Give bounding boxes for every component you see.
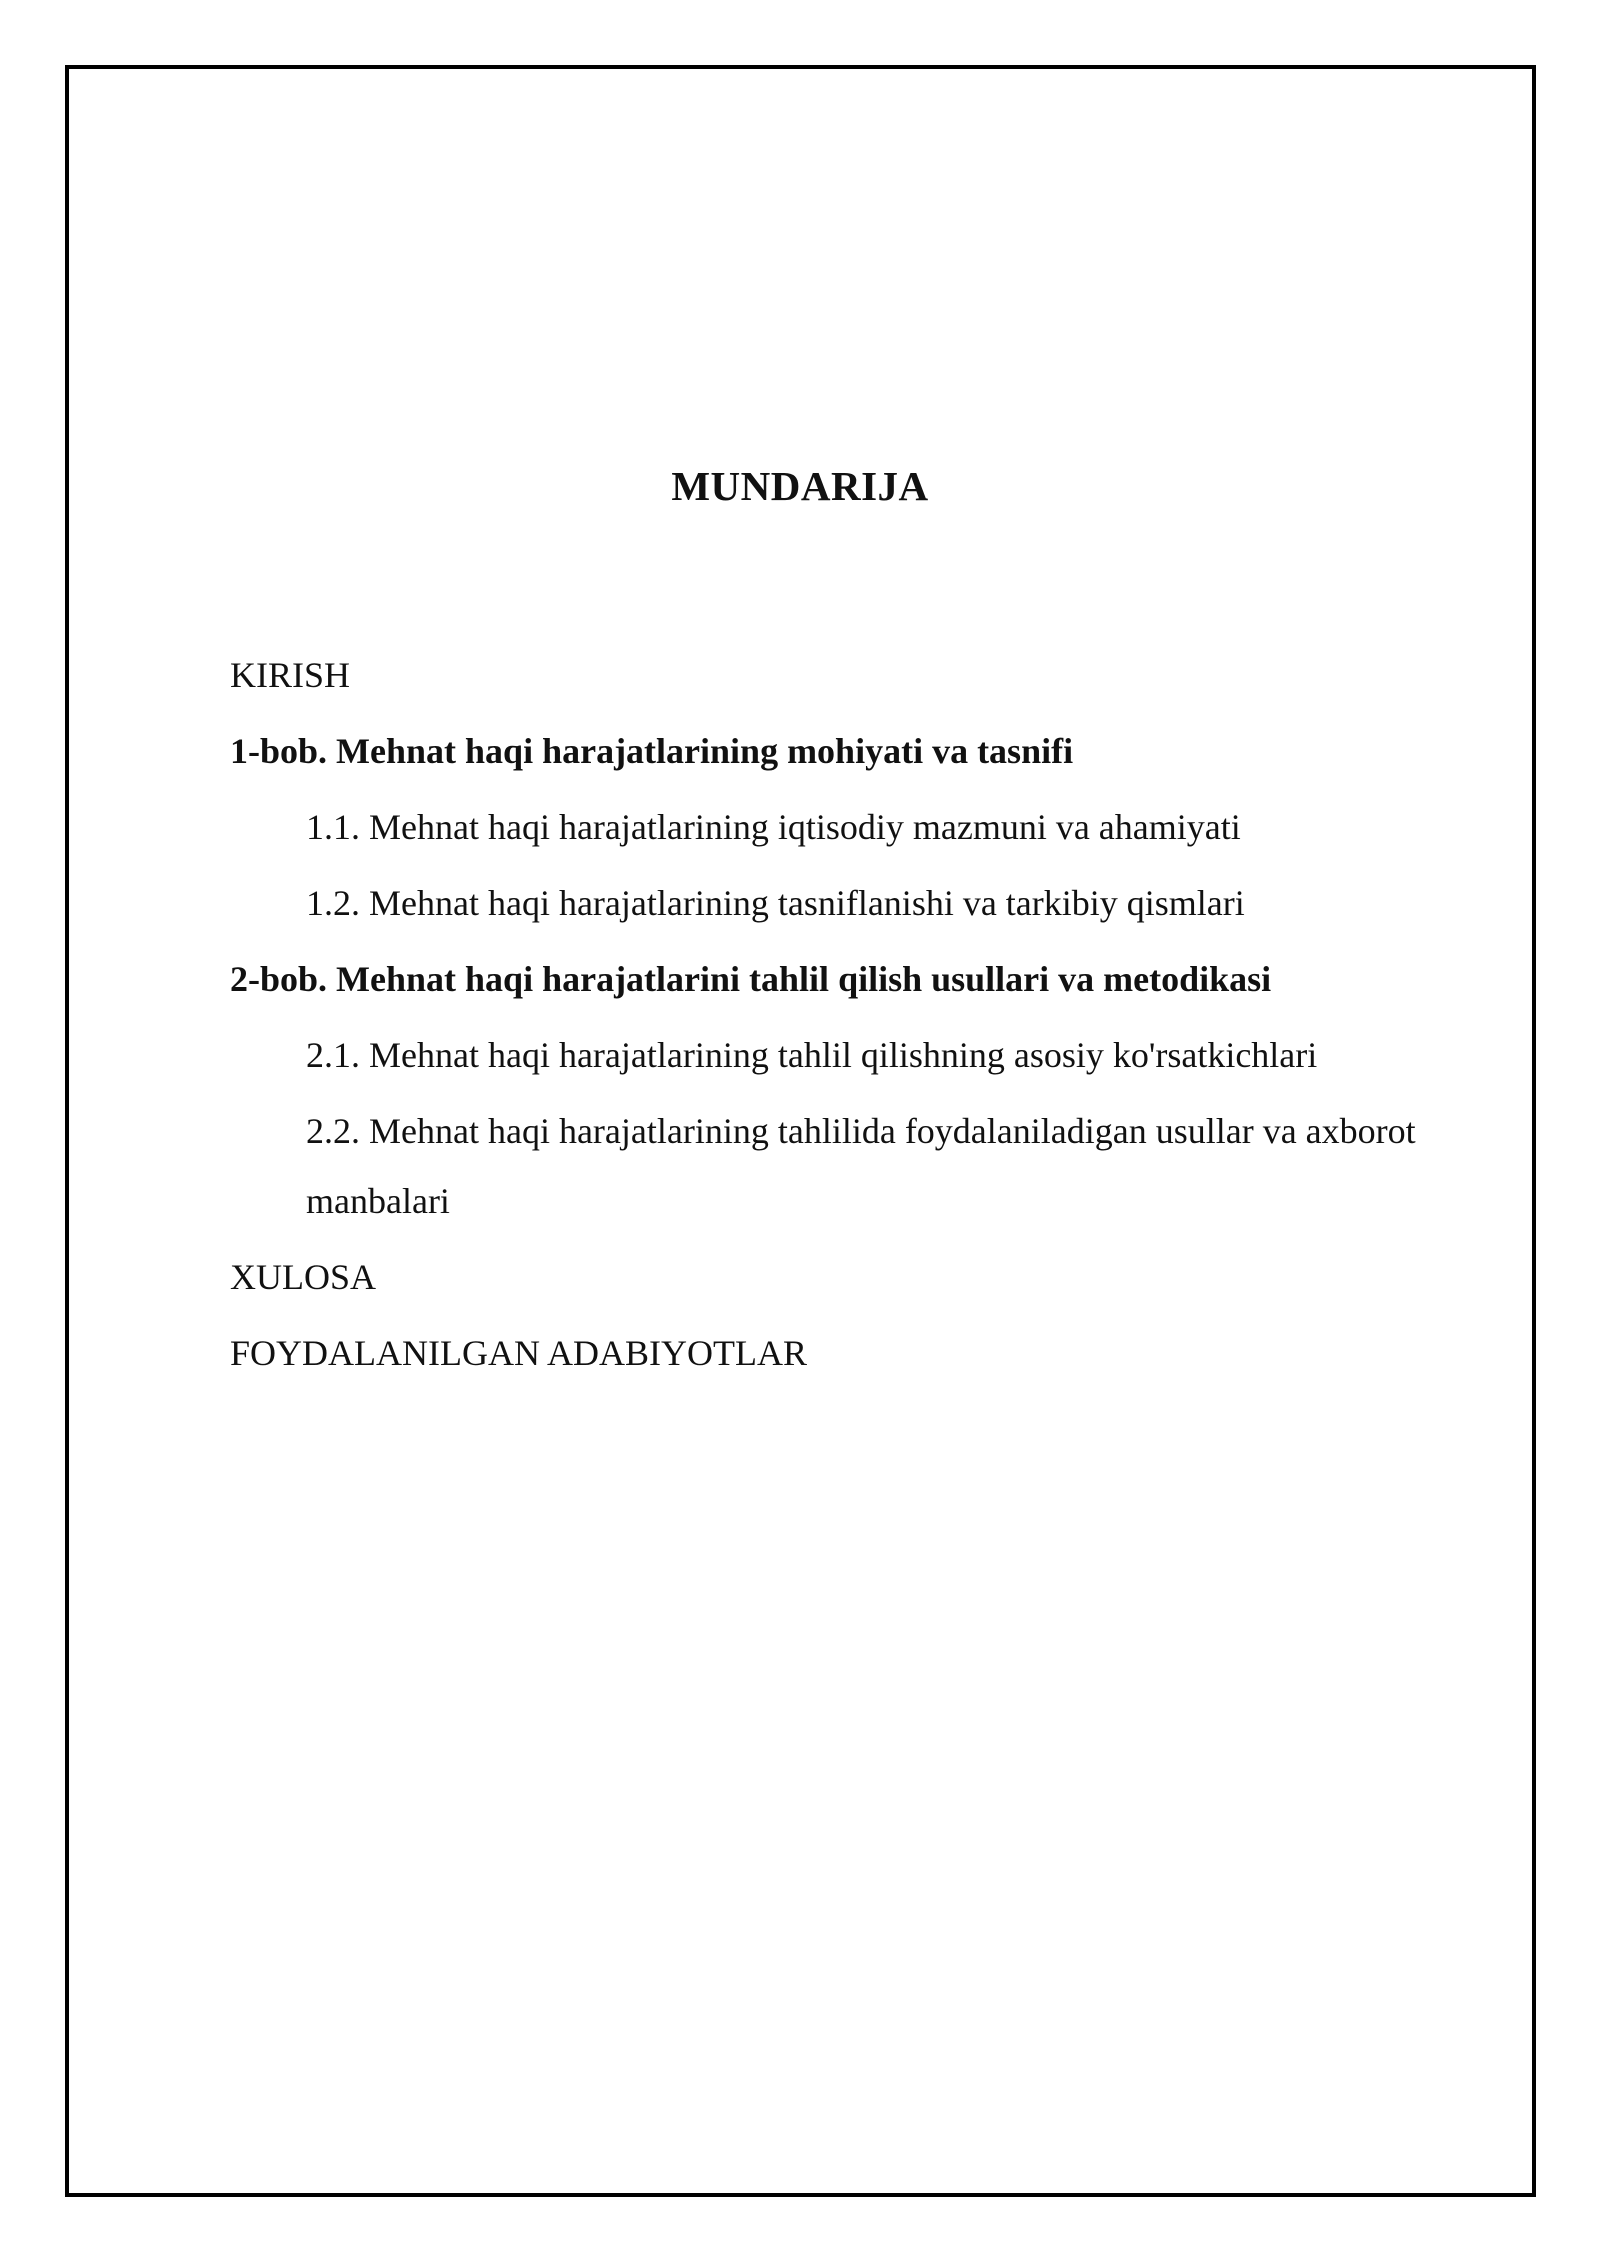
toc-chapter-1: 1-bob. Mehnat haqi harajatlarining mohiyati va tasnifi [230, 731, 1074, 771]
toc-section-2-1: 2.1. Mehnat haqi harajatlarining tahlil qilishning asosiy ko'rsatkichlari [306, 1035, 1318, 1075]
toc-item-intro: KIRISH [230, 655, 351, 695]
toc-chapter-2: 2-bob. Mehnat haqi harajatlarini tahlil qilish usullari va metodikasi [230, 959, 1272, 999]
toc-section-2-2: 2.2. Mehnat haqi harajatlarining tahlilida foydalaniladigan usullar va axborot manbalari [306, 1111, 1416, 1221]
toc-item-references: FOYDALANILGAN ADABIYOTLAR [230, 1333, 807, 1373]
toc-section-1-1: 1.1. Mehnat haqi harajatlarining iqtisodiy mazmuni va ahamiyati [306, 807, 1241, 847]
toc-item-conclusion: XULOSA [230, 1257, 377, 1297]
page-title: MUNDARIJA [671, 463, 929, 509]
table-of-contents [230, 640, 1480, 1394]
toc-section-1-2: 1.2. Mehnat haqi harajatlarining tasniflanishi va tarkibiy qismlari [306, 883, 1245, 923]
